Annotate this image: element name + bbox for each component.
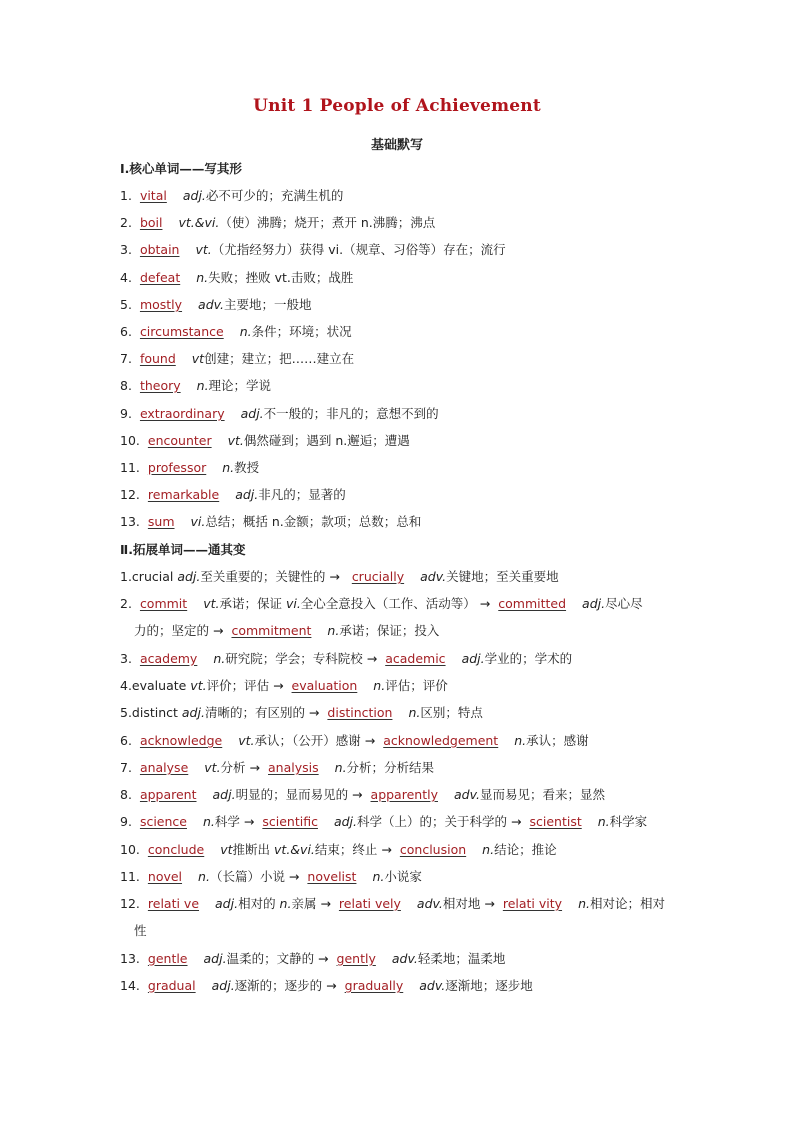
pos-label: vt (220, 842, 233, 857)
definition: 承诺；保证 (219, 596, 286, 611)
answer-blank: scientific (262, 814, 318, 829)
arrow-icon: → (510, 814, 522, 829)
definition: 清晰的；有区别的 (204, 705, 309, 720)
arrow-icon: → (320, 896, 331, 911)
definition: 结论；推论 (494, 842, 557, 857)
pos-label: n. (408, 705, 421, 720)
item-number: 1. (120, 188, 132, 203)
answer-blank: distinction (327, 705, 393, 720)
definition: 相对地 (442, 896, 485, 911)
definition: 关键地；至关重要地 (446, 569, 559, 584)
pos-label: vi. (190, 514, 206, 529)
answer-blank: relati ve (147, 896, 200, 911)
definition: 偶然碰到；遇到 n.邂逅；遭遇 (243, 433, 410, 448)
answer-blank: encounter (147, 433, 212, 448)
pos-label: vt. (203, 596, 220, 611)
answer-blank: apparently (370, 787, 438, 802)
arrow-icon: → (364, 733, 376, 748)
pos-label: n. (482, 842, 495, 857)
definition: 推断出 (232, 842, 275, 857)
arrow-icon: → (318, 951, 329, 966)
pos-label: vt.&vi. (178, 215, 220, 230)
pos-label: adv. (420, 569, 447, 584)
arrow-icon: → (308, 705, 320, 720)
answer-blank: obtain (139, 242, 180, 257)
definition: 温柔的；文静的 (226, 951, 319, 966)
definition: （尤指经努力）获得 vi.（规章、习俗等）存在；流行 (211, 242, 506, 257)
item-number: 2. (120, 596, 132, 611)
answer-blank: committed (498, 596, 567, 611)
ext-item-8 (120, 787, 680, 803)
definition: 失败；挫败 vt.击败；战胜 (208, 270, 354, 285)
definition: 创建；建立；把……建立在 (204, 351, 355, 366)
section-heading-core: Ⅰ.核心单词——写其形 (120, 161, 242, 176)
answer-blank: remarkable (147, 487, 220, 502)
item-number: 7. (120, 351, 132, 366)
definition: 理论；学说 (208, 378, 272, 393)
definition: 承认；感谢 (526, 733, 589, 748)
pos-label: vt.&vi. (274, 842, 315, 857)
definition: 必不可少的；充满生机的 (205, 188, 344, 203)
core-word-item (120, 188, 680, 204)
answer-blank: boil (139, 215, 163, 230)
pos-label: adj. (461, 651, 485, 666)
answer-blank: circumstance (139, 324, 224, 339)
definition: 区别；特点 (420, 705, 483, 720)
answer-blank: gradual (147, 978, 196, 993)
core-word-item (120, 297, 680, 313)
pos-label: n. (196, 270, 209, 285)
arrow-icon: → (479, 596, 491, 611)
definition: 评估；评价 (385, 678, 448, 693)
arrow-icon: → (381, 842, 392, 857)
core-word-item (120, 378, 680, 394)
arrow-icon: → (243, 814, 255, 829)
answer-blank: relati vely (338, 896, 401, 911)
answer-blank: mostly (139, 297, 183, 312)
definition: 小说家 (384, 869, 422, 884)
ext-item-11 (120, 869, 680, 885)
definition: 研究院；学会；专科院校 (225, 651, 367, 666)
ext-item-6 (120, 733, 680, 749)
item-number: 4. (120, 270, 132, 285)
definition: 主要地；一般地 (224, 297, 312, 312)
definition: 科学家 (609, 814, 648, 829)
definition: 明显的；显而易见的 (235, 787, 353, 802)
definition: 显而易见；看来；显然 (479, 787, 605, 802)
pos-label: n. (597, 814, 610, 829)
ext-item-9 (120, 814, 680, 830)
ext-item-1 (120, 569, 680, 585)
answer-blank: evaluation (291, 678, 358, 693)
pos-label: adj. (235, 487, 259, 502)
definition: 科学 (214, 814, 244, 829)
item-number: 3. (120, 242, 132, 257)
item-number: 12. (120, 896, 140, 911)
definition: 轻柔地；温柔地 (417, 951, 506, 966)
item-number: 11. (120, 869, 140, 884)
ext-item-14 (120, 978, 680, 994)
pos-label: adj. (181, 705, 205, 720)
pos-label: adj. (240, 406, 264, 421)
ext-item-13 (120, 951, 680, 967)
core-word-item (120, 406, 680, 422)
pos-label: vt. (190, 678, 207, 693)
core-word-item (120, 270, 680, 286)
pos-label: vt. (204, 760, 221, 775)
item-number: 7. (120, 760, 132, 775)
definition: 评价；评估 (206, 678, 274, 693)
pos-label: adj. (182, 188, 206, 203)
arrow-icon: → (329, 569, 340, 584)
answer-blank: sum (147, 514, 175, 529)
definition: 分析；分析结果 (346, 760, 435, 775)
item-number: 13. (120, 951, 140, 966)
definition: 相对的 (238, 896, 280, 911)
pos-label: n. (202, 814, 215, 829)
ext-item-2-continued (134, 623, 694, 639)
answer-blank: gradually (344, 978, 404, 993)
ext-item-3 (120, 651, 680, 667)
arrow-icon: → (212, 623, 224, 638)
answer-blank: apparent (139, 787, 197, 802)
answer-blank: gently (336, 951, 376, 966)
core-word-item (120, 324, 680, 340)
answer-blank: commitment (231, 623, 312, 638)
answer-blank: extraordinary (139, 406, 225, 421)
definition: 结束；终止 (314, 842, 382, 857)
ext-prefix: 4.evaluate (120, 678, 191, 693)
answer-blank: academic (385, 651, 446, 666)
pos-label: n. (279, 896, 292, 911)
answer-blank: conclusion (399, 842, 467, 857)
core-word-item (120, 433, 680, 449)
definition: 全心全意投入（工作、活动等） (300, 596, 480, 611)
pos-label: n. (334, 760, 347, 775)
definition: 总结；概括 n.金额；款项；总数；总和 (205, 514, 422, 529)
answer-blank: analyse (139, 760, 189, 775)
item-number: 6. (120, 324, 132, 339)
item-number: 2. (120, 215, 132, 230)
definition: 相对论；相对 (589, 896, 665, 911)
answer-blank: novel (147, 869, 183, 884)
pos-label: n. (239, 324, 252, 339)
ext-item-4 (120, 678, 680, 694)
pos-label: adj. (211, 978, 235, 993)
pos-label: vt. (195, 242, 212, 257)
ext-prefix: 1.crucial (120, 569, 178, 584)
pos-label: adv. (198, 297, 224, 312)
definition: 尽心尽 (605, 596, 643, 611)
pos-label: adj. (582, 596, 606, 611)
core-word-item (120, 460, 680, 476)
pos-label: n. (327, 623, 340, 638)
answer-blank: relati vity (502, 896, 563, 911)
answer-blank: defeat (139, 270, 181, 285)
item-number: 9. (120, 406, 132, 421)
ext-item-7 (120, 760, 680, 776)
ext-item-12-continued (134, 923, 694, 939)
item-number: 10. (120, 433, 140, 448)
answer-blank: gentle (147, 951, 188, 966)
core-word-item (120, 514, 680, 530)
core-word-item (120, 215, 680, 231)
answer-blank: novelist (307, 869, 357, 884)
answer-blank: commit (139, 596, 188, 611)
pos-label: vt (191, 351, 205, 366)
definition: 教授 (234, 460, 260, 475)
item-number: 12. (120, 487, 140, 502)
answer-blank: science (139, 814, 187, 829)
pos-label: adv. (453, 787, 480, 802)
answer-blank: conclude (147, 842, 205, 857)
pos-label: n. (222, 460, 235, 475)
definition: 不一般的；非凡的；意想不到的 (263, 406, 439, 421)
answer-blank: found (139, 351, 176, 366)
answer-blank: acknowledge (139, 733, 223, 748)
definition: 亲属 (291, 896, 321, 911)
definition: 性 (134, 923, 147, 938)
definition: （使）沸腾；烧开；煮开 n.沸腾；沸点 (219, 215, 436, 230)
answer-blank: theory (139, 378, 181, 393)
item-number: 8. (120, 378, 132, 393)
arrow-icon: → (273, 678, 284, 693)
definition: 非凡的；显著的 (258, 487, 346, 502)
answer-blank: academy (139, 651, 198, 666)
answer-blank: professor (147, 460, 207, 475)
item-number: 11. (120, 460, 140, 475)
core-word-item (120, 351, 680, 367)
arrow-icon: → (366, 651, 378, 666)
answer-blank: acknowledgement (383, 733, 499, 748)
definition: （长篇）小说 (209, 869, 289, 884)
arrow-icon: → (352, 787, 363, 802)
definition: 学业的；学术的 (484, 651, 573, 666)
item-number: 8. (120, 787, 132, 802)
answer-blank: crucially (351, 569, 405, 584)
item-number: 5. (120, 297, 132, 312)
pos-label: adv. (391, 951, 418, 966)
section-heading-extended: Ⅱ.拓展单词——通其变 (120, 542, 246, 557)
definition: 承认；（公开）感谢 (254, 733, 365, 748)
definition: 承诺；保证；投入 (339, 623, 440, 638)
definition: 分析 (220, 760, 250, 775)
arrow-icon: → (326, 978, 337, 993)
arrow-icon: → (249, 760, 261, 775)
pos-label: n. (373, 678, 386, 693)
pos-label: n. (198, 869, 210, 884)
definition: 逐渐的；逐步的 (234, 978, 327, 993)
definition: 条件；环境；状况 (251, 324, 352, 339)
pos-label: adj. (333, 814, 357, 829)
pos-label: n. (514, 733, 527, 748)
definition: 逐渐地；逐步地 (445, 978, 533, 993)
pos-label: adj. (215, 896, 239, 911)
pos-label: adj. (212, 787, 236, 802)
definition: 力的；坚定的 (134, 623, 213, 638)
pos-label: n. (213, 651, 226, 666)
ext-item-12 (120, 896, 680, 912)
ext-item-10 (120, 842, 680, 858)
pos-label: adv. (416, 896, 443, 911)
item-number: 6. (120, 733, 132, 748)
pos-label: vt. (238, 733, 255, 748)
answer-blank: scientist (529, 814, 582, 829)
pos-label: n. (578, 896, 590, 911)
core-word-item (120, 487, 680, 503)
item-number: 3. (120, 651, 132, 666)
pos-label: vt. (227, 433, 244, 448)
answer-blank: vital (139, 188, 167, 203)
definition: 科学（上）的；关于科学的 (357, 814, 511, 829)
pos-label: vi. (285, 596, 301, 611)
definition: 至关重要的；关键性的 (200, 569, 330, 584)
arrow-icon: → (484, 896, 495, 911)
core-word-item (120, 242, 680, 258)
ext-item-5 (120, 705, 680, 721)
pos-label: adj. (203, 951, 227, 966)
pos-label: n. (372, 869, 385, 884)
item-number: 13. (120, 514, 140, 529)
arrow-icon: → (288, 869, 300, 884)
item-number: 14. (120, 978, 140, 993)
item-number: 9. (120, 814, 132, 829)
page-subtitle: 基础默写 (370, 138, 423, 153)
ext-prefix: 5.distinct (120, 705, 182, 720)
pos-label: adj. (177, 569, 201, 584)
ext-item-2 (120, 596, 680, 612)
answer-blank: analysis (268, 760, 319, 775)
item-number: 10. (120, 842, 140, 857)
pos-label: n. (196, 378, 209, 393)
page-title: Unit 1 People of Achievement (253, 96, 541, 116)
pos-label: adv. (419, 978, 446, 993)
